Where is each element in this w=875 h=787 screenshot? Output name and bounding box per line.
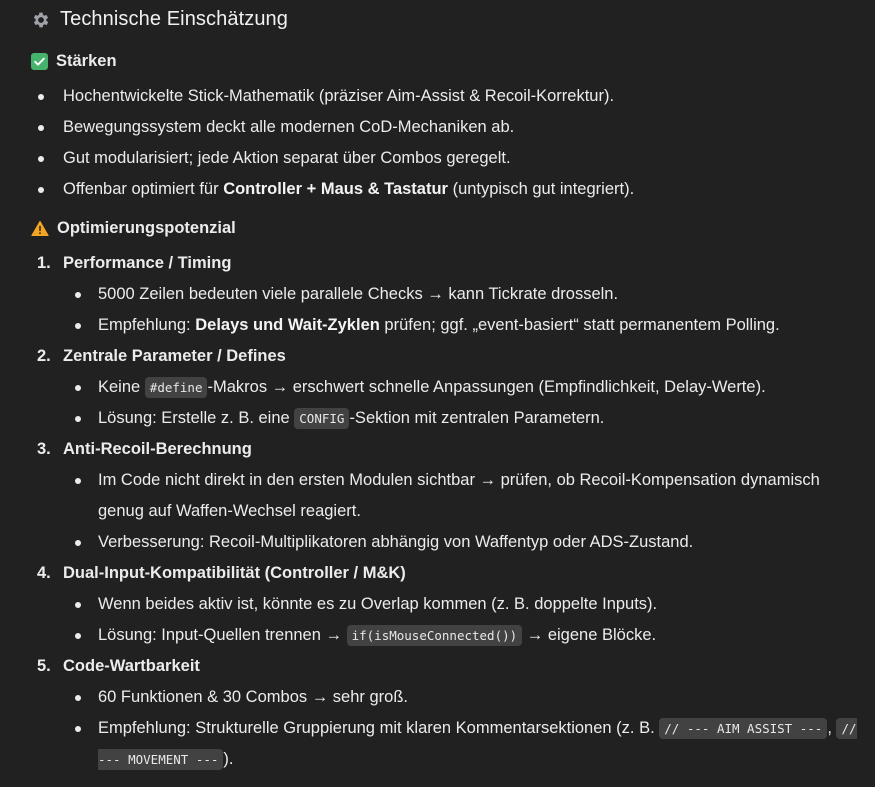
inline-code: #define [145, 377, 208, 398]
sub-list [0, 372, 875, 434]
staerken-list [0, 81, 875, 205]
numbered-heading: 3. Anti-Recoil-Berechnung [37, 440, 252, 458]
list-item [0, 558, 875, 651]
list-item [0, 341, 875, 434]
sub-list [0, 279, 875, 341]
inline-code: // --- MOVEMENT --- [98, 718, 857, 770]
inline-code: if(isMouseConnected()) [347, 625, 523, 646]
staerken-heading [31, 52, 117, 71]
optimierung-list [0, 248, 875, 775]
sub-list [0, 589, 875, 651]
list-item [0, 248, 875, 341]
list-item: Lösung: Input-Quellen trennen → if(isMouseConnected()) → eigene Blöcke. [0, 620, 875, 651]
check-box-icon [31, 53, 48, 70]
title-text: Technische Einschätzung [60, 8, 288, 30]
numbered-heading: 4. Dual-Input-Kompatibilität (Controller / M&K) [37, 564, 406, 582]
list-item [0, 434, 875, 558]
list-item: Keine #define -Makros → erschwert schnelle Anpassungen (Empfindlichkeit, Delay-Werte). [0, 372, 875, 403]
warning-icon [31, 220, 49, 237]
optimierung-heading [31, 219, 236, 238]
list-item: Verbesserung: Recoil-Multiplikatoren abhängig von Waffentyp oder ADS-Zustand. [0, 527, 875, 558]
numbered-heading: 5. Code-Wartbarkeit [37, 657, 200, 675]
inline-code: // --- AIM ASSIST --- [659, 718, 827, 739]
sub-list [0, 682, 875, 775]
list-item: Gut modularisiert; jede Aktion separat über Combos geregelt. [0, 143, 875, 174]
list-item: Bewegungssystem deckt alle modernen CoD-Mechaniken ab. [0, 112, 875, 143]
numbered-heading: 2. Zentrale Parameter / Defines [37, 347, 286, 365]
numbered-heading: 1. Performance / Timing [37, 254, 232, 272]
list-item: Im Code nicht direkt in den ersten Modulen sichtbar → prüfen, ob Recoil-Kompensation dynamisch genug auf Waffen-Wechsel reagiert. [0, 465, 875, 527]
list-item: Offenbar optimiert für Controller + Maus & Tastatur (untypisch gut integriert). [0, 174, 875, 205]
list-item: Lösung: Erstelle z. B. eine CONFIG -Sektion mit zentralen Parametern. [0, 403, 875, 434]
sub-list [0, 465, 875, 558]
inline-code: CONFIG [294, 408, 349, 429]
list-item: Empfehlung: Delays und Wait-Zyklen prüfen; ggf. „event-basiert“ statt permanentem Polling. [0, 310, 875, 341]
list-item: Hochentwickelte Stick-Mathematik (präziser Aim-Assist & Recoil-Korrektur). [0, 81, 875, 112]
list-item: 60 Funktionen & 30 Combos → sehr groß. [0, 682, 875, 713]
list-item: 5000 Zeilen bedeuten viele parallele Checks → kann Tickrate drosseln. [0, 279, 875, 310]
list-item: Wenn beides aktiv ist, könnte es zu Overlap kommen (z. B. doppelte Inputs). [0, 589, 875, 620]
section-title [31, 8, 288, 31]
staerken-heading-text: Stärken [56, 52, 117, 70]
list-item [0, 651, 875, 775]
gear-icon [31, 10, 51, 30]
list-item: Empfehlung: Strukturelle Gruppierung mit klaren Kommentarsektionen (z. B. // --- AIM ASSIST --- , // --- MOVEMENT --- ). [0, 713, 875, 775]
optimierung-heading-text: Optimierungspotenzial [57, 219, 236, 237]
